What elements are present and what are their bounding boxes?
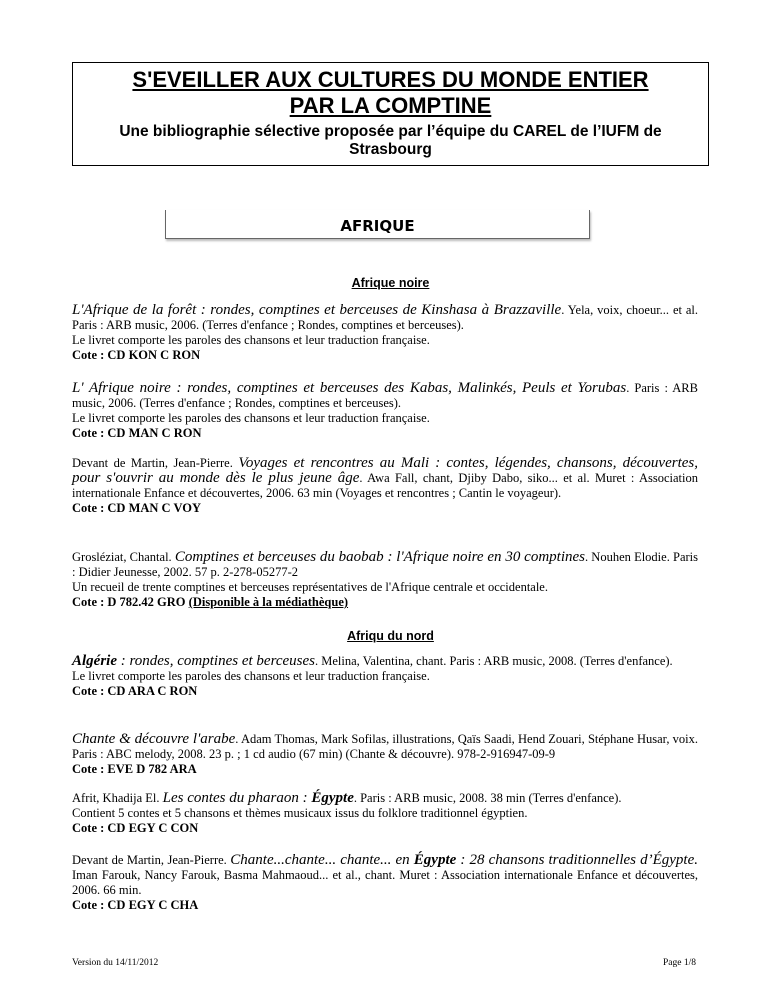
entry-details: . Melina, Valentina, chant. Paris : ARB music, 2008. (Terres d'enfance).	[315, 654, 673, 668]
entry-note: Le livret comporte les paroles des chansons et leur traduction française.	[72, 333, 430, 347]
entry-country: Égypte	[311, 790, 354, 806]
entry-details: . Awa Fall, chant, Djiby Dabo, siko... et al. Muret : Association internationale Enfance et découvertes, 2006. 63 min (Voyages et rencontres ; Cantin le voyageur).	[72, 471, 698, 500]
subtitle: Une bibliographie sélective proposée par l’équipe du CAREL de l’IUFM de Strasbourg	[119, 123, 662, 158]
bib-entry	[72, 654, 698, 699]
entry-cote: Cote : CD ARA C RON	[72, 684, 198, 698]
title-box	[72, 62, 709, 166]
bib-entry	[72, 303, 698, 363]
entry-title: L' Afrique noire : rondes, comptines et berceuses des Kabas, Malinkés, Peuls et Yorubas	[72, 380, 627, 396]
bib-entry	[72, 550, 698, 610]
entry-cote: Cote : CD MAN C VOY	[72, 501, 202, 515]
section-heading: Afriqu du nord	[347, 629, 434, 643]
entry-details: . Nouhen Elodie. Paris : Didier Jeunesse, 2002. 57 p. 2-278-05277-2	[72, 550, 699, 579]
footer-page-number: Page 1/8	[663, 958, 696, 968]
entry-cote: Cote : CD KON C RON	[72, 348, 201, 362]
entry-title: L'Afrique de la forêt : rondes, comptines et berceuses de Kinshasa à Brazzaville	[72, 302, 562, 318]
main-title-line2: PAR LA COMPTINE	[289, 93, 492, 118]
entry-details: . Yela, voix, choeur... et al. Paris : ARB music, 2006. (Terres d'enfance ; Rondes, comptines et berceuses).	[72, 303, 698, 332]
bib-entry	[72, 853, 698, 913]
bib-entry	[72, 381, 698, 441]
entry-country: Égypte	[413, 852, 457, 868]
main-title-line1: S'EVEILLER AUX CULTURES DU MONDE ENTIER	[132, 67, 649, 92]
bib-entry	[72, 456, 698, 516]
section-heading: Afrique noire	[351, 276, 430, 290]
entry-author: Afrit, Khadija El.	[72, 791, 163, 805]
footer-version: Version du 14/11/2012	[72, 958, 159, 968]
entry-cote: Cote : CD MAN C RON	[72, 426, 202, 440]
entry-note: Le livret comporte les paroles des chansons et leur traduction française.	[72, 669, 430, 683]
entry-note: Contient 5 contes et 5 chansons et thèmes musicaux issus du folklore traditionnel égyptien.	[72, 806, 528, 820]
entry-details: Iman Farouk, Nancy Farouk, Basma Mahmaoud... et al., chant. Muret : Association internationale Enfance et découvertes, 2006. 66 min.	[72, 868, 698, 897]
entry-title-continued: : 28 chansons traditionnelles d’Égypte.	[456, 852, 698, 868]
entry-details: . Paris : ARB music, 2008. 38 min (Terres d'enfance).	[353, 791, 622, 805]
entry-title: Voyages et rencontres au Mali : contes, légendes, chansons, découvertes, pour s'ouvrir au monde dès le plus jeune âge	[72, 455, 699, 486]
entry-title: Comptines et berceuses du baobab : l'Afrique noire en 30 comptines	[174, 549, 585, 565]
entry-title: : rondes, comptines et berceuses	[117, 653, 316, 669]
bib-entry	[72, 732, 698, 777]
region-heading: AFRIQUE	[165, 210, 590, 239]
entry-title: Chante & découvre l'arabe	[72, 731, 236, 747]
entry-title: Chante...chante... chante... en	[230, 852, 414, 868]
entry-author: Grosléziat, Chantal.	[72, 550, 175, 564]
entry-details: . Paris : ARB music, 2006. (Terres d'enfance ; Rondes, comptines et berceuses).	[72, 381, 698, 410]
entry-cote: Cote : EVE D 782 ARA	[72, 762, 197, 776]
entry-author: Devant de Martin, Jean-Pierre.	[72, 853, 231, 867]
entry-note: Un recueil de trente comptines et berceuses représentatives de l'Afrique centrale et occidentale.	[72, 580, 548, 594]
entry-cote: Cote : CD EGY C CON	[72, 821, 199, 835]
entry-author: Devant de Martin, Jean-Pierre.	[72, 456, 239, 470]
entry-note: Le livret comporte les paroles des chansons et leur traduction française.	[72, 411, 430, 425]
availability-note: (Disponible à la médiathèque)	[188, 595, 349, 609]
entry-cote: Cote : CD EGY C CHA	[72, 898, 199, 912]
bib-entry	[72, 791, 698, 836]
entry-country: Algérie	[72, 653, 117, 669]
entry-title: Les contes du pharaon :	[162, 790, 312, 806]
entry-details: . Adam Thomas, Mark Sofilas, illustrations, Qaïs Saadi, Hend Zouari, Stéphane Husar, voix. Paris : ABC melody, 2008. 23 p. ; 1 cd audio (67 min) (Chante & découvre). 978-2-916947-09-9	[72, 732, 699, 761]
entry-cote: Cote : D 782.42 GRO	[72, 595, 189, 609]
